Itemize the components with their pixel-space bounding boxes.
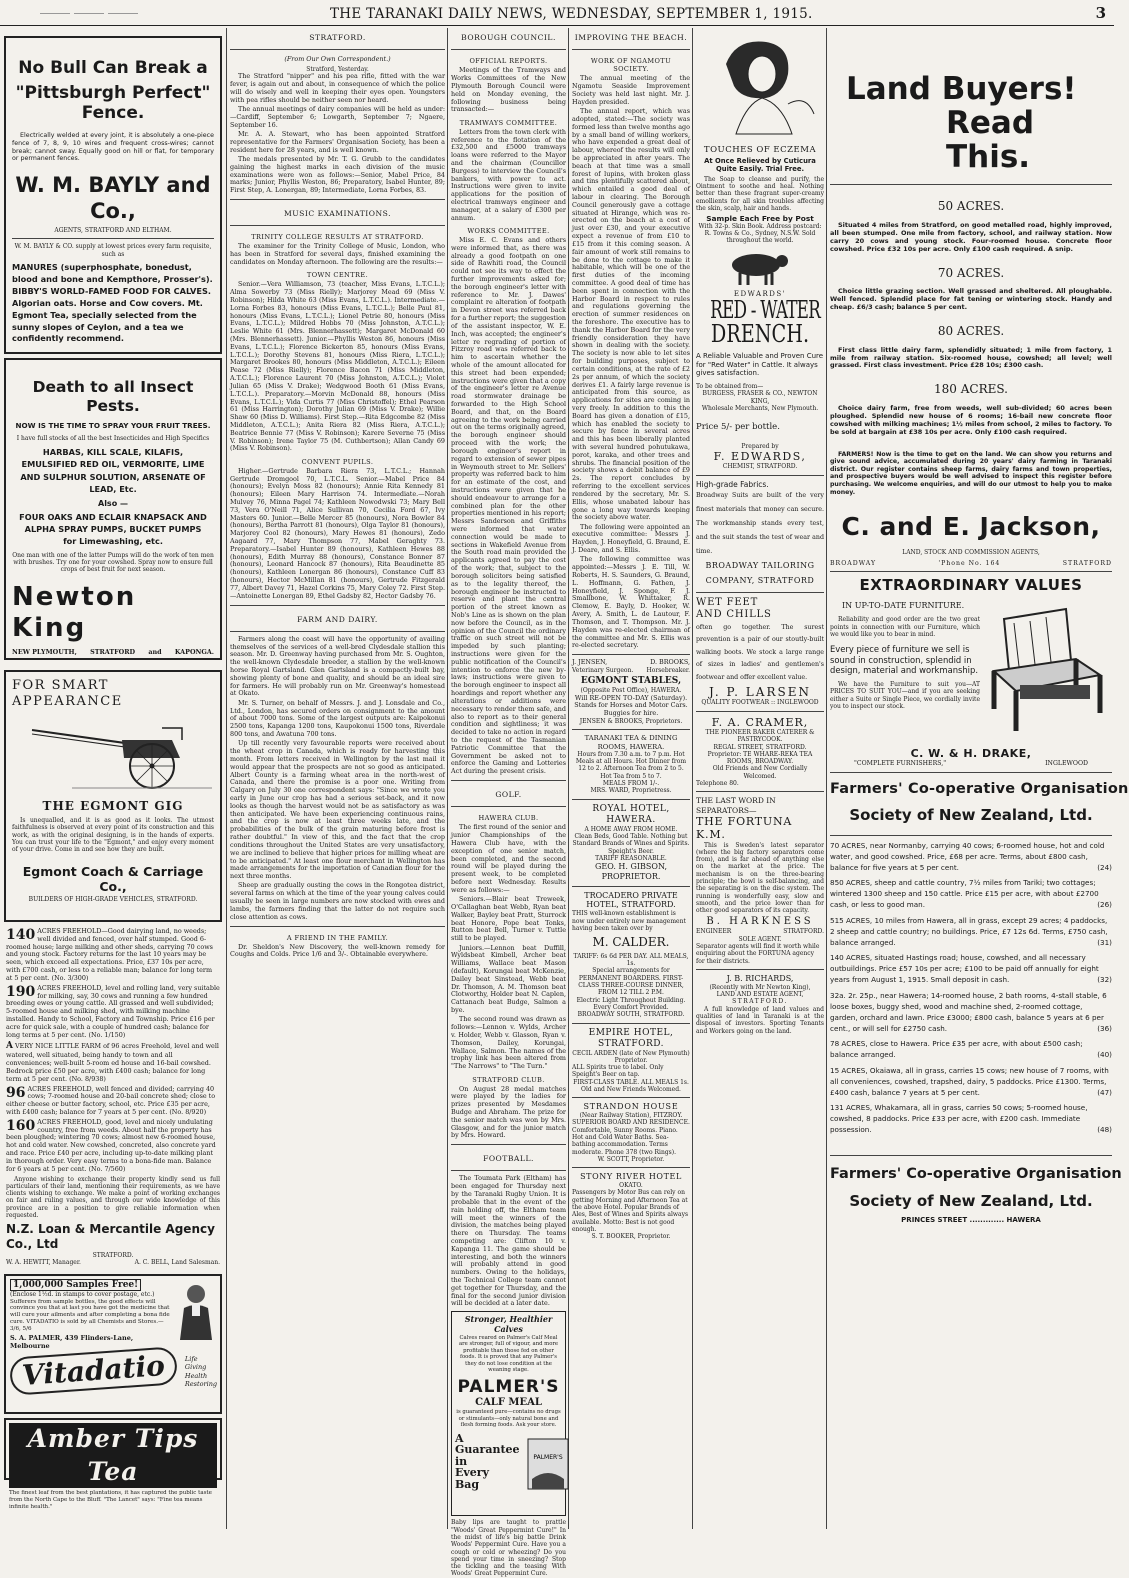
- drench-price: Price 5/- per bottle.: [696, 422, 780, 433]
- bayly-headline-2: "Pittsburgh Perfect" Fence.: [15, 82, 211, 124]
- empire-table: FIRST-CLASS TABLE. ALL MEALS 1s.: [573, 1078, 689, 1086]
- drench-prep: Prepared by: [741, 442, 779, 450]
- stratford-para: The annual meetings of dairy companies will be held as under:—Cardiff, September 6; Lowgarth, September 7; Ngaere, September 16.: [230, 105, 445, 129]
- broadway-firm: BROADWAY TAILORING COMPANY, STRATFORD: [705, 561, 815, 585]
- gig-firm: Egmont Coach & Carriage Co.,: [22, 863, 204, 894]
- music-town: TOWN CENTRE.: [306, 271, 369, 280]
- farm-para: Farmers along the coast will have the opportunity of availing themselves of the services of a well-bred Clydesdale stallion this season. Mr. D. Greenway having purchased from Mr. S. Oughton, the well-known Clydesdale breeder, a stallion by the well-known horse Royal Gartsland. Glen Gartsland is a compactly-built bay, showing plenty of bone and quality, and should be an ideal sire for farmers. He will probably run on Mr. Greenway's homestead at Okato.: [230, 634, 445, 698]
- column-4: [570, 28, 692, 1529]
- farmersco-h1-repeat: Farmers' Co-operative Organisation: [830, 1166, 1122, 1183]
- column-rule: [447, 28, 448, 1529]
- drench-obtain: To be obtained from—: [696, 382, 764, 390]
- stratford-head: STRATFORD.: [309, 33, 366, 42]
- beach-sub: WORK OF NGAMOTU SOCIETY.: [590, 57, 672, 74]
- farmersco-listing: 515 ACRES, 10 miles from Hawera, all in grass, except 29 acres; 4 paddocks, 2 sheep and cattle country; no buildings. Price, £7 12s 6d. Terms, £750 cash, balance arranged. (31): [830, 915, 1112, 947]
- palmers-brand: PALMER'S: [457, 1376, 560, 1397]
- drench-h1: RED - WATER: [710, 296, 821, 325]
- newton-king-ad: [4, 358, 222, 660]
- golf-para: The second round was drawn as follows:—Lennon v. Wylds, Archer v. Holder, Webb v. Glasson, Ryan v. Thomson, Dailey, Korungai, Wallace, Salmon. The names of the trophy link has been altered from "The Narrows" to "The Turn.": [451, 1015, 566, 1071]
- cuticura-sub: At Once Relieved by Cuticura Quite Easily. Trial Free.: [704, 157, 816, 174]
- amber-brand: Amber Tips Tea: [9, 1423, 217, 1488]
- royal-name: ROYAL HOTEL, HAWERA.: [592, 803, 670, 825]
- svg-text:PALMER'S: PALMER'S: [532, 1453, 563, 1461]
- column-1: [0, 28, 226, 1529]
- column-rule: [826, 28, 827, 1529]
- egmont-gig-ad: [4, 670, 222, 922]
- trocadero-extra: Electric Light Throughout Building. Every Comfort Provided.: [576, 996, 686, 1011]
- stony-prop: S. T. BOOKER, Proprietor.: [591, 1233, 671, 1241]
- strandon-loc: (Near Railway Station), FITZROY.: [579, 1112, 683, 1120]
- bayly-fence-ad: [4, 36, 222, 354]
- fortuna-agent: SOLE AGENT.: [738, 935, 782, 943]
- richards-body: A full knowledge of land values and qualities of land in Taranaki is at the disposal of investors. Sporting Tenants and Workers going on the land.: [696, 1005, 824, 1035]
- farmersco-listing: 140 ACRES, situated Hastings road; house, cowshed, and all necessary outbuildings. Price £57 10s per acre; £100 to be paid off annually for eight years from August 1, 1915. Small deposit in cash. (32): [830, 953, 1112, 985]
- fortuna-body: This is Sweden's latest separator (where the big factory separators come from), and is far ahead of anything else on the market at the price. The mechanism is on the three-bearing principle; the bowl is self-balancing, and the separating is on the disc system. The running is wonderfully easy, slow and smooth, and the price lower than for other good separators of its capacity.: [696, 841, 824, 915]
- larsen-sub: QUALITY FOOTWEAR :: INGLEWOOD: [701, 699, 819, 707]
- friend-head: A FRIEND IN THE FAMILY.: [286, 933, 389, 942]
- newton-towns: [12, 649, 214, 657]
- amber-tips-ad: [4, 1418, 222, 1510]
- tearooms-prop: MRS. WARD, Proprietress.: [590, 787, 672, 795]
- bayly-agents: AGENTS, STRATFORD AND ELTHAM.: [54, 227, 172, 235]
- page-number: 3: [1095, 4, 1106, 22]
- palmers-ad: [451, 1311, 566, 1516]
- offer-text: Choice dairy farm, free from weeds, well sub-divided; 60 acres been ploughed. Splendid new house of 6 rooms; 16-bail new concrete floor cowshed with milking machines; 1½ miles from school, 2 miles to factory. To be sold at bargain at £38 10s per acre. Only £100 cash required.: [830, 404, 1112, 436]
- drake-firm: C. W. & H. DRAKE,: [910, 746, 1032, 760]
- richards-role: LAND AND ESTATE AGENT,: [716, 990, 804, 998]
- farm-para: Sheep are gradually ousting the cows in the Rongotea district, several farms on which at the time of the year young calves could usually be seen in large numbers are now stocked with ewes and lambs, the farmers finding that the latter do not require such close attention as cows.: [230, 881, 445, 921]
- strandon-body: Comfortable, Sunny Rooms. Piano. Hot and Cold Water Baths. Sea-bathing accommodation. Terms moderate. Phone 378 (two Rings).: [572, 1126, 678, 1156]
- drench-sub: A Reliable Valuable and Proven Cure for "Red Water" in Cattle. It always gives satisfaction.: [696, 352, 824, 378]
- strandon-sub: SUPERIOR BOARD AND RESIDENCE.: [572, 1119, 690, 1127]
- newton-list: HARBAS, KILL SCALE, KILAFIS, EMULSIFIED RED OIL, VERMORITE, LIME AND SULPHUR SOLUTION, ARSENATE OF LEAD, Etc.: [20, 446, 206, 494]
- vitadatio-address: S. A. PALMER, 439 Flinders-Lane, Melbourne: [10, 1333, 134, 1350]
- woman-illustration: [696, 34, 822, 142]
- cramer-body: Old Friends and New Cordially Welcomed.: [712, 765, 808, 780]
- farmersco-listing: 131 ACRES, Whakamara, all in grass, carries 50 cows; 5-roomed house, cowshed, 8 paddocks. Price £33 per acre, with £200 cash. Immediate possession. (48): [830, 1102, 1112, 1135]
- jackson-firm: C. and E. Jackson,: [841, 512, 1101, 542]
- newton-town: STRATFORD: [90, 648, 136, 657]
- beach-para: The following committee was appointed:—Messrs J. E. Till, W. Roberts, H. S. Saunders, G. Braund, L. Hoffmann, G. Fathen, J. Honeyfield, J. Sponge, F. J. Smallbone, W. Whittaker, R. Clemow, E. Bayly, D. Hooker, W. Avery, A. Smith, L. de Lautour, F. Thomson, and T. Thompson. Mr. J. Hayden was re-elected chairman of the committee and Mr. S. Ellis was re-elected secretary.: [572, 555, 690, 650]
- jackson-role: LAND, STOCK AND COMMISSION AGENTS,: [902, 548, 1040, 556]
- golf-head: GOLF.: [495, 790, 522, 800]
- trocadero-body: THIS well-known establishment is now under entirely new management having been taken over by: [572, 910, 686, 932]
- empire-body: ALL Spirits true to label. Only Speight's Beer on tap.: [572, 1064, 664, 1079]
- drake-footer: "COMPLETE FURNISHERS," INGLEWOOD: [854, 760, 1088, 768]
- golf-para: Juniors.—Lennon beat Duffill, Wyldsbeat Kimbell, Archer beat Williams, Wallace beat Mason (default), Korungai beat McKenzie, Dailey beat Sinstead, Webb beat Dr. Thomson, A. M. Thomson beat Clotworthy, Holder beat N. Caplen, Cattanach beat Budge, Salmon a bye.: [451, 943, 566, 1014]
- trocadero-manager: M. CALDER.: [592, 935, 670, 950]
- calf-illustration: [520, 1433, 576, 1495]
- strandon-prop: W. SCOTT, Proprietor.: [597, 1156, 665, 1164]
- richards-name: J. B. RICHARDS,: [726, 973, 794, 983]
- farmersco-listing: 15 ACRES, Okaiawa, all in grass, carries 15 cows; new house of 7 rooms, with all conveniences, cowshed, trapshed, dairy, 5 paddocks. Price £1300. Terms, £400 cash, balance 7 years at 5 per cent. (47): [830, 1065, 1112, 1097]
- beach-para: The annual meeting of the Ngamotu Seaside Improvement Society was held last night. Mr. J. Hayden presided.: [572, 74, 690, 106]
- gig-headline: FOR SMART APPEARANCE: [12, 678, 123, 709]
- newton-sub: NOW IS THE TIME TO SPRAY YOUR FRUIT TREES.: [15, 420, 211, 430]
- offer-size: 70 ACRES.: [937, 265, 1005, 280]
- bayly-list: MANURES (superphosphate, bonedust, blood and bone and Kempthore, Prosser's). BIBBY'S WORLD-FAMED FOOD FOR CALVES. Algorian oats. Horse and Cow covers. Mt. Egmont Tea, specially selected from the sunny slopes of Ceylon, and a tea we confidently recommend.: [12, 262, 213, 344]
- offer-size: 180 ACRES.: [934, 382, 1008, 397]
- stables-roles: Veterinary Surgeon. Horsebreaker.: [572, 666, 690, 674]
- bayly-body: Electrically welded at every joint, it is absolutely a one-piece fence of 7, 8, 9, 10 wires and frequent cross-wires; cannot break; cannot sway. Equally good on hill or flat, for temporary or permanent fences.: [12, 132, 214, 163]
- farmersco-listing: 78 ACRES, close to Hawera. Price £35 per acre, with about £500 cash; balance arranged. (40): [830, 1039, 1112, 1060]
- palmers-guarantee: A Guarantee in Every Bag: [455, 1431, 520, 1491]
- vitadatio-body: Sufferers from sample bottles, the good effects will convince you that at last you have got the medicine that will cure your ailments and after completing a bona fide cure. VITADATIO is sold by all Chemists and Stores.—3/6, 5/6: [10, 1298, 170, 1332]
- stony-name: STONY RIVER HOTEL: [580, 1172, 682, 1182]
- cuticura-address: With 32-p. Skin Book. Address postcard: R. Towns & Co., Sydney, N.S.W. Sold throughout the world.: [698, 222, 822, 245]
- offer-text: Choice little grazing section. Well grassed and sheltered. All ploughable. Well fenced. Splendid place for fat tening or wintering stock. Handy and cheap. £6/3 cash; balance 5 per cent.: [830, 287, 1112, 312]
- drake-bold: Every piece of furniture we sell is sound in construction, splendid in design, material and workmanship.: [830, 644, 978, 675]
- masthead-rule: [40, 10, 240, 16]
- royal-body: Clean Beds, Good Table. Nothing but Standard Brands of Wines and Spirits.: [572, 832, 690, 848]
- tramways-para: Letters from the town clerk with reference to the flotation of the £32,500 and £5000 tramways loans were referred to the Mayor and the chairman (Councillor Burgess) to interview the Council's bankers, with power to act. Instructions were given to invite applications for the position of electrical tramways engineer and manager, at a salary of £300 per annum.: [451, 127, 566, 222]
- tearooms-body: Hours from 7.30 a.m. to 7 p.m. Hot Meals at all Hours. Hot Dinner from 12 to 2. Afternoon Tea from 2 to 5. Hot Tea from 5 to 7.: [575, 750, 687, 780]
- music-intro: The examiner for the Trinity College of Music, London, who has been in Stratford for several days, finished examining the candidates on Monday afternoon. The following are the results:—: [230, 242, 445, 266]
- cramer-prop: Proprietor: TE WHARE-REKA TEA ROOMS, BROADWAY.: [707, 750, 813, 766]
- jackson-note: FARMERS! Now is the time to get on the land. We can show you returns and give sound advice, accumulated during 20 years' dairy farming in Taranaki district. Our register contains sheep farms, dairy farms and town properties, and prospective buyers would be well advised to inspect this register before purchasing. We welcome enquiries, and will do our utmost to help you to make money.: [830, 450, 1112, 496]
- golf-para: The first round of the senior and junior Championships of the Hawera Club have, with the exception of one senior match, been completed, and the second round will be played during the present week, to be completed before next Wednesday. Results were as follows:—: [451, 823, 566, 894]
- palmers-body: is guaranteed pure—contains no drugs or stimulants—only natural bone and flesh forming foods. Ask your store.: [456, 1409, 561, 1429]
- newton-headline: Death to all Insect Pests.: [32, 378, 194, 415]
- stables-names: J. JENSEN, D. BROOKS,: [572, 658, 690, 667]
- vitadatio-note: (Enclose 1½d. in stamps to cover postage, etc.): [10, 1291, 155, 1299]
- column-rule: [692, 28, 693, 1529]
- stables-props: JENSEN & BROOKS, Proprietors.: [579, 717, 683, 725]
- works-para: Miss E. C. Evans and others were informed that, as there was already a good footpath on one side of Rawhiti road, the Council could not see its way to effect the further improvements asked for; the borough engineer's letter with reference to Mr. J. Dawes' complaint re alteration of footpath in Devon street was referred back for a further report; the suggestion of the assistant inspector, W. E. Inch, was accepted; the engineer's letter re regrading of portion of Fitzroy road was referred back to him to ascertain whether the whole of the amount allocated for this street had been expended; instructions were given that a copy of the engineer's letter re Avenue road stormwater drainage be forwarded to the High School Board, and that, on the Board agreeing to the work being carried out on the terms originally agreed, the borough engineer should proceed with the work; the borough engineer's report in regard to extension of sewer pipes in Weymouth street to Mr. Sellers' property was referred back to him for an estimate of the cost, and instructions were given that he should endeavour to arrange for a combined plan for the other properties mentioned in his report; Messrs Sanderson and Griffiths were informed that water connection would be made to sections in Wakefield Avenue from the South road main provided the applicants agreed to pay the cost of the work; that, subject to the borough solicitors being satisfied as to the legality thereof, the borough engineer be instructed to reserve and plant the central portion of the street known as Nob's Line as is shown on the plan now before the Council, as in the opinion of the Council the ordinary traffic on such street will not be impeded by such planting; instructions were given for the public notification of the Council's intention to enforce the new by-laws; instructions were given to the borough engineer to inspect all hoardings and report whether any alterations or additions were necessary to render them safe, and also to report as to their general condition and sightliness; it was decided to take no action in regard to the request of the Tasmanian Patriotic Committee that the Government be asked not to enforce the Gaming and Lotteries Act during the present crisis.: [451, 235, 566, 776]
- farmersco-listing: 70 ACRES, near Normanby, carrying 40 cows; 6-roomed house, hot and cold water, and good cowshed. Price, £68 per acre. Terms, about £800 cash, balance for five years at 5 per cent. (24): [830, 840, 1112, 872]
- trocadero-tariff: TARIFF: 6s 6d PER DAY. ALL MEALS, 1s.: [573, 952, 689, 968]
- farmersco-listing: 850 ACRES, sheep and cattle country, 7½ miles from Tariki; two cottages; wintered 1300 sheep and 150 cattle. Price £15 per acre, with about £2700 cash, or less to good man. (26): [830, 878, 1112, 910]
- bayly-headline: No Bull Can Break a: [18, 58, 208, 78]
- farm-listing: A VERY NICE LITTLE FARM of 96 acres Freehold, level and well watered, well situated, being handy to town and all conveniences; well-built 5-room ed house and 16-bail cowshed. Bedrock price £50 per acre, with £400 cash; balance for long term at 5 per cent. (No. 8/938): [6, 1041, 219, 1083]
- cuticura-headline: TOUCHES OF ECZEMA: [703, 144, 817, 155]
- masthead: [0, 0, 1114, 26]
- offer-size: 80 ACRES.: [937, 323, 1005, 338]
- masthead-title: THE TARANAKI DAILY NEWS, WEDNESDAY, SEPTEMBER 1, 1915.: [330, 6, 813, 22]
- music-convent-results: Higher.—Gertrude Barbara Riera 73, L.T.C.L.; Hannah Gertrude Dromgool 70, L.T.C.L. Senior.—Mabel Price 84 (honours); Evelyn Moss 82 (honours); Annie Rita Kennedy 81 (honours); Eileen Mary Harrison 74. Intermediate.—Norah Mulvey 76, Minna Pagel 74; Kathleen Nowodwski 73; Mary Bell 73, Vera O'Neill 71, Alice Sullivan 70, Cecilia Ford 67, Ivy Masters 60. Junior.—Belle Mercer 85 (honours), Nora Bowler 84 (honours), Bertha Parrott 81 (honours), Olga Taylor 81 (honours), Marjorey Cool 82 (honours), Mary Hewes 81 (honours), Zedo Aagaard 77, Mary Thompson 77, Mabel Geraghty 73. Preparatory.—Isabel Hunter 89 (honours), Kathleen Hewes 88 (honours), Edith Murray 88 (honours), Constance Bonner 87 (honours), Leonard Hancock 87 (honours), Rita Beaudinette 85 (honours), Kathleen Lonergan 86 (honours), Constance Cuff 83 (honours), Hector McMillan 81 (honours), Gertrude Fitzgerald 77, Albert Davey 71, Hazel Corkins 75, Mary Coley 72. First Step.—Antoinette Lonergan 89, Ethel Gadsby 82, Hector Gadsby 76.: [230, 466, 445, 600]
- trocadero-special: Special arrangements for PERMANENT BOARDERS. FIRST-CLASS THREE-COURSE DINNER, FROM 12 TILL 2 P.M.: [578, 967, 684, 997]
- cramer-name: F. A. CRAMER,: [711, 715, 809, 729]
- vitadatio-brand: Vitadatio: [9, 1347, 178, 1397]
- beach-para: The annual report, which was adopted, stated:—The society was formed less than twelve months ago by a small band of willing workers, who have expended a great deal of labour, whereof the results will only be appreciated in after years. The beach at that time was a small forest of lupins, with broken glass and tins plentifully scattered about, which entailed a good deal of labour in clearing. The Borough Council generously gave a cottage situated at Hirange, which was re-erected on the beach at a cost of just over £30, and your executive expect a revenue of from £10 to £15 from it this coming season. A fair amount of work still remains to be done to the cottage to make it habitable, which will be one of the first duties of the incoming committee. A good deal of time has been spent in connection with the Harbor Board in respect to rules and regulations governing the erection of summer residences on the foreshore. The executive has to thank the Harbor Board for the very friendly consideration they have shown in dealing with the society. The society is now able to let sites for building purposes, subject to certain conditions, at the rate of £2 2s per annum, of which the society derives £1. A fairly large revenue is anticipated from this source, as applications for sites are coming in very freely. In addition to this the Board has given a donation of £15, which has enabled the society to secure by fence in several acres and this has been liberally planted with several hundred pohutukawa, porot, karaka, and other trees and shrubs. The financial position of the society shows a debit balance of £9 2s. The report concludes by referring to the excellent services rendered by the secretary, Mr. S. Ellis, whose unabated labour has gone a long way towards keeping the society above water.: [572, 107, 690, 522]
- stables-body: Will RE-OPEN TO-DAY (Saturday). Stands for Horses and Motor Cars. Buggies for hire.: [574, 693, 688, 718]
- jackson-h1: Land Buyers!: [846, 71, 1077, 107]
- music-results: Senior.—Vera Williamson, 73 (teacher, Miss Evans, L.T.C.L.); Alma Sowerby 73 (Miss Rielly); Marjorey Mead 69 (Miss V. Robinson); Hilda White 63 (Miss Evans, L.T.C.L.). Intermediate.—Lorna Forbes 83, honours (Miss Evans, L.T.C.L.); Belle Paul 81, honours (Miss Evans, L.T.C.L.); Lionel Petrie 80, honours (Miss Evans, L.T.C.L.); Mildred Hobbs 70 (Miss Johnston, A.T.C.L.); Leslie White 61 (Mrs. Blennerhassett); Margaret McDonald 60 (Mrs. Blennerhassett). Junior.—Phyllis Weston 86, honours (Miss Evans, L.T.C.L.); Florence Bickerton 85, honours (Miss Evans, L.T.C.L.); Dorothy Stevens 81, honours (Miss Riera, L.T.C.L.); Margaret Brookes 80, honours (Miss Middleton, A.T.C.L.); Eileen Pease 72 (Miss Rielly); Florence Bacon 71 (Miss Middleton, A.T.C.L.); Florence Laurent 70 (Miss Johnston, A.T.C.L.); Violet Julian 65 (Miss V. Drake); Wedgwood Booth 61 (Miss Evans, L.T.C.L.). Preparatory.—Morvin McDonald 88, honours (Miss Evans, L.T.C.L.); Vida Curtis 77 (Miss Christoffel); Ethel Pearson 61 (Miss Harrington); Dorothy Julian 69 (Miss V. Drake); Willie Shaw 60 (Miss D. Williams). First Step.—Rita Edgcombe 82 (Miss Middleton, A.T.C.L.); Anita Riera 82 (Miss Riera, A.T.C.L.); Beatrice Bennie 77 (Miss V. Robinson); Karere Severne 75 (Miss V. Robinson); Irene Taylor 75 (M. Cuthbertson); Allan Candy 69 (Miss V. Robinson).: [230, 280, 445, 453]
- borough-head: BOROUGH COUNCIL.: [461, 33, 556, 42]
- column-rule: [226, 28, 227, 1529]
- man-portrait-icon: [176, 1280, 216, 1340]
- beach-head: IMPROVING THE BEACH.: [574, 33, 688, 42]
- column-rule: [568, 28, 569, 1529]
- bayly-firm: W. M. BAYLY and Co.,: [15, 172, 211, 223]
- farm-listings: [2, 926, 224, 1268]
- farm-para: Up till recently very favourable reports were received about the wheat crop in Canada, which is ready for harvesting this month. From letters received in Wellington by the last mail it would appear that the prospects are not so good as anticipated. Albert County is a farming wheat area in the north-west of Canada, and there the promise is a poor one. Writing from Calgary on July 30 one correspondent says: "Since we wrote you early in June our crop has had a serious set-back, and it now looks as though the harvest would not be as satisfactory as was then anticipated. We have been experiencing continuous rains, and the crop is now at least three weeks late, and the probabilities of the bulk of the grain maturing before frost is rather doubtful." In view of this, and the fact that the crop conditions throughout the United States are very unsatisfactory, we are inclined to believe that higher prices for milling wheat are to be anticipated." At least one flour merchant in Wellington has made arrangements for the importation of Canadian flour for the next three months.: [230, 739, 445, 881]
- drench-from: BURGESS, FRASER & CO., NEWTON KING,: [702, 390, 818, 405]
- fortuna-h2: THE FORTUNA K.M.: [696, 814, 793, 842]
- palmers-product: CALF MEAL: [475, 1397, 542, 1409]
- farmersco-h2-repeat: Society of New Zealand, Ltd.: [849, 1192, 1093, 1211]
- stratford-para: The medals presented by Mr. T. G. Grubb to the candidates gaining the highest marks in each division of the music examinations were won as follows:—Senior, Mabel Price, 84 marks; Junior, Phyllis Weston, 86; Preparatory, Isabel Hunter, 89; First Step, A. Lonergan, 89; Intermediate, Lorna Forbes, 83.: [230, 155, 445, 195]
- stratford-para: Mr. A. A. Stewart, who has been appointed Stratford representative for the Farmers' Organisation Society, has been a resident here for 28 years, and is well known.: [230, 130, 445, 154]
- drake-sub: IN UP-TO-DATE FURNITURE.: [842, 600, 965, 610]
- fortuna-firm: B. HARKNESS: [706, 916, 814, 928]
- golf-para: Seniors.—Blair beat Treweek, O'Callaghan beat Webb, Ryan beat Walker, Bayley beat Pratt, Sturrock beat Honore, Pope beat Tonks, Rutton beat Bell, Turner v. Tuttle still to be played.: [451, 895, 566, 943]
- cramer-tel: Telephone 80.: [696, 780, 739, 788]
- woods-rhyme: Baby lips are taught to prattle "Woods' Great Peppermint Cure!" In the midst of life's big battle Drink Woods' Peppermint Cure. Have you a cough or cold or wheezing? Do you spend your time in sneezing? Stop the tickling and the teasing With Woods' Great Peppermint Cure.: [451, 1519, 566, 1578]
- music-cap: TRINITY COLLEGE RESULTS AT STRATFORD.: [251, 233, 424, 242]
- armchair-illustration: [980, 601, 1110, 741]
- golf-hawera: HAWERA CLUB.: [478, 814, 539, 823]
- golf-strat-para: On August 28 medal matches were played by the ladies for prizes presented by Mesdames Budge and Abraham. The prize for the senior match was won by Mrs. Glasgow, and for the junior match by Mrs. Howard.: [451, 1084, 566, 1140]
- tearooms-meals: MEALS FROM 1/-.: [602, 780, 660, 788]
- fortuna-note: Separator agents will find it worth while enquiring about the FORTUNA agency for their districts.: [696, 942, 820, 965]
- fortuna-role: ENGINEER STRATFORD.: [696, 928, 824, 936]
- music-convent: CONVENT PUPILS.: [301, 457, 374, 466]
- stratford-para: The Stratford "nipper" and his pea rifle, fitted with the war fever, is again out and about, in consequence of which the police will do wisely and well in keeping their eyes open. Youngsters with pea rifles should be neither seen nor heard.: [230, 72, 445, 104]
- tearooms-name: TARANAKI TEA & DINING ROOMS, HAWERA.: [584, 734, 678, 751]
- offer-text: Situated 4 miles from Stratford, on good metalled road, highly improved, all been stumped. One mile from factory, school, and railway station. Now carry 20 cows and young stock. Four-roomed house. Concrete floor cowshed. Price £32 10s per acre. Only £100 cash required. A snip.: [830, 220, 1112, 253]
- drake-headline: EXTRAORDINARY VALUES: [859, 576, 1083, 595]
- offer-text: First class little dairy farm, splendidly situated; 1 mile from factory, 1 mile from railway station. Six-roomed house, cowshed; all level; well grassed. First class investment. Price £28 10s; £300 cash.: [830, 345, 1112, 370]
- gig-name: THE EGMONT GIG: [42, 798, 184, 813]
- larsen-h2: AND CHILLS: [696, 609, 772, 621]
- bayly-supply: W. M. BAYLY & CO. supply at lowest prices every farm requisite, such as: [14, 243, 212, 258]
- larsen-h1: WET FEET: [696, 597, 759, 609]
- trocadero-address: BROADWAY SOUTH, STRATFORD.: [577, 1011, 685, 1019]
- cuticura-body: The Soap to cleanse and purify, the Ointment to soothe and heal. Nothing better than these fragrant super-creamy emollients for all skin troubles affecting the skin, scalp, hair and hands.: [696, 175, 824, 212]
- larsen-body: often go together. The surest prevention is a pair of our stoutly-built walking boots. We stock a large range of sizes in ladies' and gentlemen's footwear and offer excellent value.: [696, 623, 824, 681]
- column-2: [228, 28, 447, 1529]
- royal-prop: GEO. H. GIBSON, PROPRIETOR.: [595, 862, 667, 881]
- drench-firm: F. EDWARDS,: [713, 449, 807, 463]
- gig-body: Is unequalled, and it is as good as it looks. The utmost faithfulness is observed at every point of its construction and this work, as with the original designing, is in the hands of experts. You can trust your life to the "Egmont," and enjoy every moment of your drive. Come in and see how they are built.: [12, 817, 214, 854]
- amber-line: The finest leaf from the best plantations, it has captured the public taste from the North Cape to the Bluff. "The Lancet" says: "Fine tea means infinite health.": [9, 1490, 212, 1510]
- football-para: The Toumata Park (Eltham) has been engaged for Thursday next by the Taranaki Rugby Union. It is probable that in the event of the rain holding off, the Eltham team will meet the winners of the division, the matches being played there on Thursday. The teams competing are: Clifton 10 v. Kapanga 11. The game should be interesting, and both the winners will probably attend in good numbers. Owing to the holidays, the Technical College team cannot get together for Thursday, and the final for the second junior division will be decided at a later date.: [451, 1174, 566, 1308]
- cramer-role: THE PIONEER BAKER CATERER & PASTRYCOOK.: [705, 728, 815, 744]
- broadway-body: Broadway Suits are built of the very finest materials that money can secure. The workmanship stands every test, and the suit stands the test of wear and time.: [696, 491, 824, 556]
- trocadero-name: TROCADERO PRIVATE HOTEL, STRATFORD.: [584, 890, 678, 910]
- drake-body: Reliability and good order are the two great points in connection with our Furniture, which we would like you to bear in mind.: [830, 616, 980, 639]
- empire-friends: Old and New Friends Welcomed.: [581, 1086, 681, 1094]
- richards-late: (Recently with Mr Newton King),: [709, 983, 811, 991]
- empire-name: EMPIRE HOTEL, STRATFORD.: [588, 1027, 674, 1049]
- newton-stock: I have full stocks of all the best Insecticides and High Specifics: [16, 434, 210, 442]
- nzloan-firm: N.Z. Loan & Mercantile Agency Co., Ltd: [6, 1222, 215, 1252]
- farmersco-foot: PRINCES STREET ............. HAWERA: [901, 1216, 1041, 1225]
- drench-brand: EDWARDS': [733, 289, 787, 298]
- farm-head: FARM AND DAIRY.: [297, 614, 378, 624]
- farm-listing: 96 ACRES FREEHOLD, well fenced and divided; carrying 40 cows; 7-roomed house and 20-bail concrete shed; close to either cheese or butter factory, school, etc. Price £35 per acre, with £400 cash; balance for 7 years at 5 per cent. (No. 8/920): [6, 1084, 216, 1117]
- borough-official: OFFICIAL REPORTS.: [469, 57, 548, 66]
- nzloan-manager: W. A. HEWITT, Manager.: [6, 1258, 81, 1266]
- newton-firm: Newton King: [12, 581, 137, 644]
- drake-note: We have the Furniture to suit you—AT PRICES TO SUIT YOU—and if you are seeking either a Suite or Single Piece, we cordially invite you to inspect our stock.: [830, 681, 980, 711]
- cramer-address: REGAL STREET, STRATFORD.: [713, 743, 807, 751]
- royal-tag: A HOME AWAY FROM HOME.: [584, 825, 678, 833]
- column-6: [828, 28, 1129, 1529]
- newton-also: Also —: [98, 499, 128, 509]
- strandon-name: STRANDON HOUSE: [583, 1102, 679, 1112]
- golf-stratford: STRATFORD CLUB.: [472, 1075, 545, 1084]
- broadway-head: High-grade Fabrics.: [696, 479, 769, 489]
- newton-pumps: FOUR OAKS AND ECLAIR KNAPSACK AND ALPHA SPRAY PUMPS, BUCKET PUMPS for Limewashing, etc.: [19, 511, 207, 547]
- royal-tariff: TARIFF REASONABLE.: [595, 854, 667, 862]
- farm-listing: 190 ACRES FREEHOLD, level and rolling land, very suitable for milking, say, 30 cows and running a few hundred breeding ewes or young cattle. All grassed and well subdivided; 5-roomed house and milking shed, with milking machine installed. Handy to School, Factory and Township. Price £16 per acre for quick sale, with a couple of hundred cash; balance for long terms at 5 per cent. (No. 1/150): [6, 983, 220, 1039]
- vitadatio-ad: [4, 1274, 222, 1414]
- jackson-address: BROADWAY 'Phone No. 164 STRATFORD: [830, 559, 1112, 567]
- nzloan-staff: [6, 1259, 220, 1266]
- newton-town: KAPONGA.: [174, 648, 214, 657]
- farmersco-h2: Society of New Zealand, Ltd.: [849, 806, 1093, 825]
- beach-para: The following were appointed an executive committee: Messrs J. Hayden, J. Honeyfield, G. Braund, E. J. Deare, and S. Ellis.: [572, 522, 690, 555]
- empire-cecil: CECIL ARDEN (late of New Plymouth) Proprietor.: [572, 1049, 690, 1064]
- column-5: [694, 28, 826, 1529]
- drench-chemist: CHEMIST, STRATFORD.: [722, 463, 798, 471]
- stables-name: EGMONT STABLES,: [580, 676, 682, 687]
- cow-illustration: [696, 245, 822, 287]
- works-head: WORKS COMMITTEE.: [467, 226, 550, 235]
- stratford-date: Stratford, Yesterday.: [306, 66, 369, 74]
- palmers-t1: Stronger, Healthier Calves: [464, 1314, 553, 1335]
- farmersco-listing: 32a. 2r. 25p., near Hawera; 14-roomed house, 2 bath rooms, 4-stall stable, 6 loose boxes, buggy shed, wood and machine shed, 2-roomed cottage, garden, orchard and lawn. Price £3000; £800 cash, balance 5 years at 6 per cent., or will sell for £2750 cash. (36): [830, 990, 1112, 1034]
- farm-listing: 160 ACRES FREEHOLD, good, level and nicely undulating country, free from weeds. About half the property has been ploughed; wintering 70 cows; almost new 6-roomed house, hot and cold water. New cowshed, concreted, also concrete yard and race. Price £40 per acre, including up-to-date milking plant in thorough order. Very easy terms to a bona-fide man. Balance for 6 years at 5 per cent. (No. 7/560): [6, 1117, 216, 1173]
- music-head: MUSIC EXAMINATIONS.: [283, 209, 392, 219]
- newton-town: NEW PLYMOUTH,: [12, 648, 77, 657]
- newton-note: One man with one of the latter Pumps will do the work of ten men with brushes. Try one for your cowshed. Spray now to ensure full crops of best fruit for next season.: [12, 551, 214, 574]
- vitadatio-tagline: Life Giving Health Restoring: [184, 1354, 218, 1388]
- nzloan-town: STRATFORD.: [92, 1251, 134, 1259]
- football-head: FOOTBALL.: [483, 1154, 534, 1164]
- tramways-head: TRAMWAYS COMMITTEE.: [459, 118, 558, 127]
- nzloan-intro: Anyone wishing to exchange their property kindly send us full particulars of their land, mentioning their requirements, as we have clients wishing to exchange. We make a point of working exchanges on fair and ruling values, and through our wide knowledge of this province are in a position to give reliable information when requested.: [6, 1175, 220, 1220]
- friend-text: Dr. Sheldon's New Discovery, the well-known remedy for Coughs and Colds. Price 1/6 and 3/-. Obtainable everywhere.: [230, 942, 445, 959]
- cuticura-sample: Sample Each Free by Post: [706, 213, 814, 223]
- newton-town: and: [148, 648, 162, 657]
- drench-h2: DRENCH.: [710, 320, 810, 349]
- farmersco-listings: [830, 840, 1112, 1136]
- farmersco-h1: Farmers' Co-operative Organisation: [830, 780, 1129, 797]
- stony-body: Passengers by Motor Bus can rely on getting Morning and Afternoon Tea at the above Hotel. Popular Brands of Ales, Best of Wines and Spirits always available. Motto: Best is not good enough.: [572, 1189, 689, 1233]
- nzloan-salesman: A. C. BELL, Land Salesman.: [134, 1258, 220, 1266]
- fortuna-h1: THE LAST WORD IN SEPARATORS—: [696, 796, 776, 815]
- larsen-firm: J. P. LARSEN: [709, 684, 811, 699]
- drench-whol: Wholesale Merchants, New Plymouth.: [701, 404, 819, 412]
- column-3: [449, 28, 568, 1578]
- farm-listing: 140 ACRES FREEHOLD—Good dairying land, no weeds; well divided and fenced, over half stumped. Good 6-roomed house; large milking and other sheds, carrying 70 cows and young stock. Factory returns for the last 10 years may be seen, which exceed all expectations. Price, £37 10s per acre, with £700 cash, or less to a reliable man; balance for long term at 5 per cent. (No. 3/300): [6, 927, 213, 982]
- stables-loc: (Opposite Post Office), HAWERA.: [580, 687, 682, 695]
- farm-para: Mr. S. Turner, on behalf of Messrs. J. and J. Lonsdale and Co., Ltd., London, has secured orders on consignment to the amount of about 7000 tons. Some of the largest outputs are: Kaipokonui 2500 tons, Kapanga 1200 tons, Kaupokonui 1500 tons, Riverdale 800 tons, and Awatuna 700 tons.: [230, 698, 445, 739]
- borough-intro: Meetings of the Tramways and Works Committees of the New Plymouth Borough Council were held on Monday evening, the following business being transacted:—: [451, 66, 566, 114]
- jackson-h2: Read This.: [946, 105, 1035, 176]
- stratford-from: (From Our Own Correspondent.): [284, 55, 391, 64]
- gig-illustration: [12, 710, 217, 792]
- vitadatio-samples: 1,000,000 Samples Free!: [10, 1279, 141, 1291]
- gig-sub: BUILDERS OF HIGH-GRADE VEHICLES, STRATFORD.: [28, 896, 198, 904]
- royal-beer: Speight's Beer.: [608, 847, 654, 855]
- offer-size: 50 ACRES.: [937, 199, 1005, 214]
- stony-loc: OKATO.: [619, 1182, 643, 1190]
- palmers-t1b: Calves reared on Palmer's Calf Meal are stronger, full of vigour, and more profitable than those fed on other foods. It is proved that any Palmer's they do not lose condition at the weaning stage.: [458, 1334, 559, 1374]
- richards-town: STRATFORD.: [732, 998, 788, 1006]
